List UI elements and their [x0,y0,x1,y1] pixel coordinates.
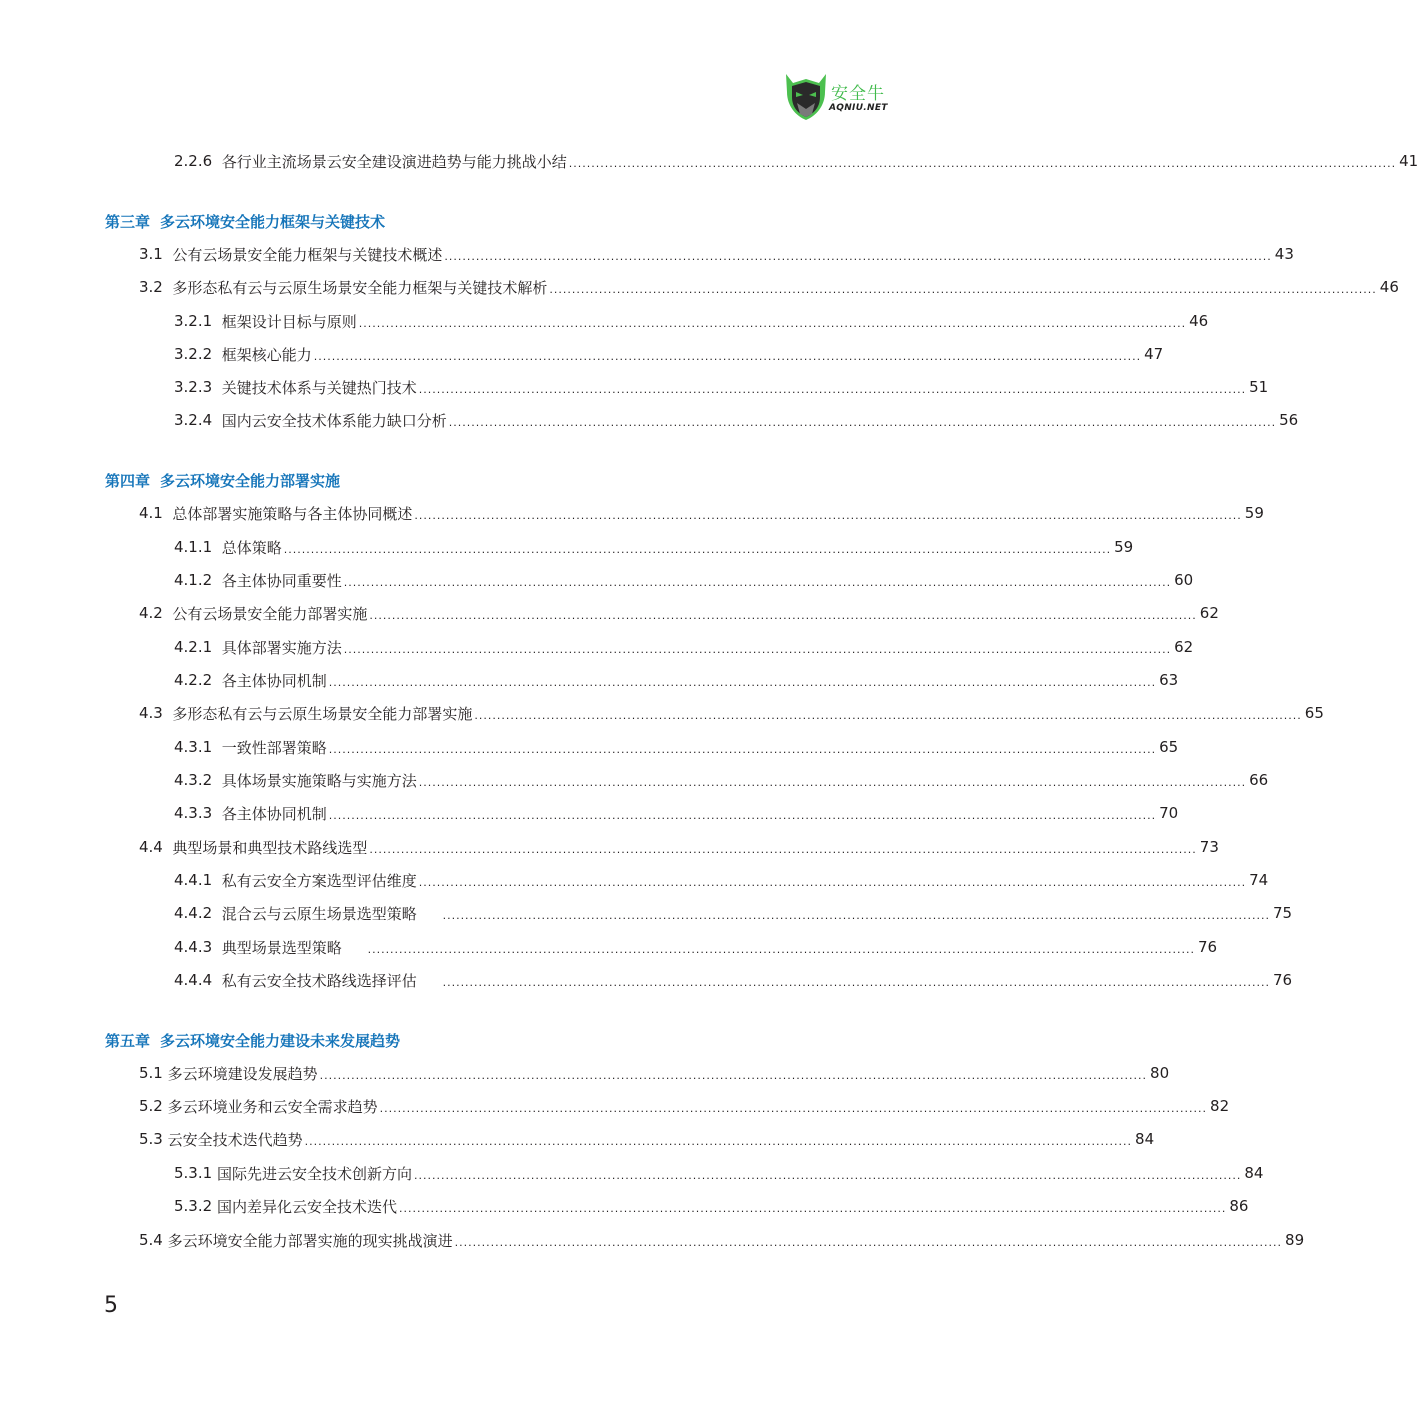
toc-leader-dots: ........................................................................................................................................................................................ [304,1134,1133,1148]
chapter-number: 第五章 [105,1032,151,1050]
toc-entry-title: 混合云与云原生场景选型策略 [221,904,417,923]
toc-entry-number: 4.1.2 [174,571,213,589]
toc-entry-title: 国内云安全技术体系能力缺口分析 [221,411,447,430]
toc-leader-dots: ........................................................................................................................................................................................ [418,875,1247,889]
toc-entry-title: 典型场景选型策略 [221,938,342,957]
toc-leader-dots: ........................................................................................................................................................................................ [367,942,1195,956]
toc-entry-page: 76 [1272,971,1293,989]
chapter-number: 第四章 [105,472,151,490]
toc-entry-title: 多云环境业务和云安全需求趋势 [167,1097,378,1116]
toc-entry[interactable] [174,935,1218,959]
toc-entry-number: 3.2 [139,278,163,296]
toc-entry-number: 4.3 [139,704,163,722]
toc-entry-number: 4.2.2 [174,671,213,689]
toc-entry-page: 75 [1272,904,1293,922]
chapter-title: 多云环境安全能力框架与关键技术 [160,213,386,231]
toc-leader-dots: ........................................................................................................................................................................................ [343,575,1172,589]
toc-entry-page: 86 [1229,1197,1249,1215]
toc-entry-title: 多云环境安全能力部署实施的现实挑战演进 [167,1231,453,1250]
toc-entry-number: 5.1 [139,1064,163,1082]
toc-entry[interactable] [139,1228,1305,1252]
toc-entry-title: 私有云安全技术路线选择评估 [221,971,417,990]
chapter-heading[interactable] [105,470,340,491]
toc-entry-number: 4.4.3 [174,938,213,956]
toc-entry-title: 典型场景和典型技术路线选型 [172,838,368,857]
toc-leader-dots: ........................................................................................................................................................................................ [444,249,1272,263]
toc-entry[interactable] [174,568,1194,592]
toc-entry[interactable] [139,501,1264,525]
toc-leader-dots: ........................................................................................................................................................................................ [568,156,1397,170]
toc-entry-title: 各行业主流场景云安全建设演进趋势与能力挑战小结 [221,152,567,171]
toc-entry-number: 3.2.2 [174,345,213,363]
toc-entry-number: 4.1 [139,504,163,522]
toc-entry-title: 多形态私有云与云原生场景安全能力框架与关键技术解析 [172,278,548,297]
toc-entry[interactable] [174,375,1269,399]
toc-entry[interactable] [174,635,1194,659]
toc-entry-page: 63 [1159,671,1179,689]
chapter-title: 多云环境安全能力建设未来发展趋势 [160,1032,401,1050]
toc-entry[interactable] [174,1161,1264,1185]
toc-entry[interactable] [174,408,1299,432]
toc-entry-number: 4.2.1 [174,638,213,656]
toc-entry[interactable] [174,1194,1249,1218]
toc-leader-dots: ........................................................................................................................................................................................ [418,775,1247,789]
toc-entry-page: 84 [1244,1164,1264,1182]
toc-entry-page: 65 [1159,738,1179,756]
toc-leader-dots: ........................................................................................................................................................................................ [418,382,1247,396]
toc-entry-page: 74 [1249,871,1269,889]
toc-entry-title: 总体部署实施策略与各主体协同概述 [172,504,413,523]
toc-leader-dots: ........................................................................................................................................................................................ [398,1201,1227,1215]
toc-entry-page: 59 [1244,504,1264,522]
toc-entry-page: 47 [1144,345,1164,363]
toc-entry[interactable] [174,149,1418,173]
toc-entry[interactable] [174,868,1269,892]
toc-entry-title: 国内差异化云安全技术迭代 [216,1197,397,1216]
toc-entry-number: 5.3 [139,1130,163,1148]
chapter-heading[interactable] [105,1030,400,1051]
toc-entry[interactable] [174,901,1293,925]
toc-entry-page: 70 [1159,804,1179,822]
toc-entry-title: 国际先进云安全技术创新方向 [216,1164,412,1183]
toc-entry[interactable] [174,342,1164,366]
toc-leader-dots: ........................................................................................................................................................................................ [319,1068,1148,1082]
toc-entry[interactable] [174,668,1179,692]
toc-entry-title: 一致性部署策略 [221,738,327,757]
toc-entry[interactable] [174,735,1179,759]
toc-entry-title: 各主体协同机制 [221,671,327,690]
toc-entry-number: 5.4 [139,1231,163,1249]
toc-entry[interactable] [174,535,1134,559]
toc-leader-dots: ........................................................................................................................................................................................ [328,808,1157,822]
aqniu-logo [783,70,893,122]
toc-entry-number: 4.1.1 [174,538,213,556]
logo-text: 安全牛 [831,84,885,104]
toc-entry[interactable] [174,768,1269,792]
toc-entry-number: 4.4.2 [174,904,213,922]
toc-entry-title: 私有云安全方案选型评估维度 [221,871,417,890]
toc-entry[interactable] [139,275,1399,299]
toc-leader-dots: ........................................................................................................................................................................................ [454,1235,1283,1249]
toc-entry-number: 3.2.1 [174,312,213,330]
toc-entry-title: 具体部署实施方法 [221,638,342,657]
toc-entry-page: 73 [1199,838,1219,856]
toc-entry[interactable] [174,309,1209,333]
toc-entry-number: 4.4.4 [174,971,213,989]
toc-entry[interactable] [174,801,1179,825]
toc-entry-number: 4.3.2 [174,771,213,789]
toc-leader-dots: ........................................................................................................................................................................................ [369,608,1197,622]
toc-entry-title: 框架核心能力 [221,345,312,364]
toc-leader-dots: ........................................................................................................................................................................................ [442,975,1270,989]
toc-entry-page: 43 [1274,245,1294,263]
toc-entry-page: 60 [1174,571,1194,589]
toc-entry-title: 公有云场景安全能力部署实施 [172,604,368,623]
toc-entry-number: 5.3.1 [174,1164,213,1182]
toc-leader-dots: ........................................................................................................................................................................................ [413,1168,1242,1182]
toc-entry-page: 76 [1197,938,1218,956]
chapter-heading[interactable] [105,211,385,232]
toc-leader-dots: ........................................................................................................................................................................................ [474,708,1302,722]
toc-entry[interactable] [139,701,1324,725]
toc-entry-page: 62 [1174,638,1194,656]
toc-entry-page: 51 [1249,378,1269,396]
logo-subtext: AQNIU.NET [829,103,888,113]
toc-entry[interactable] [139,1094,1230,1118]
toc-entry-number: 4.3.1 [174,738,213,756]
toc-entry-title: 公有云场景安全能力框架与关键技术概述 [172,245,443,264]
toc-entry-title: 具体场景实施策略与实施方法 [221,771,417,790]
toc-leader-dots: ........................................................................................................................................................................................ [448,415,1277,429]
toc-entry-page: 59 [1114,538,1134,556]
toc-entry-page: 41 [1399,152,1418,170]
toc-entry-number: 3.2.3 [174,378,213,396]
toc-leader-dots: ........................................................................................................................................................................................ [442,908,1270,922]
chapter-number: 第三章 [105,213,151,231]
toc-leader-dots: ........................................................................................................................................................................................ [328,675,1157,689]
toc-leader-dots: ........................................................................................................................................................................................ [379,1101,1208,1115]
toc-entry-page: 62 [1199,604,1219,622]
toc-entry-number: 4.4.1 [174,871,213,889]
toc-leader-dots: ........................................................................................................................................................................................ [328,742,1157,756]
toc-entry-page: 84 [1135,1130,1155,1148]
toc-entry-title: 各主体协同机制 [221,804,327,823]
toc-leader-dots: ........................................................................................................................................................................................ [549,282,1377,296]
bull-head-icon [783,70,829,122]
toc-entry-title: 各主体协同重要性 [221,571,342,590]
toc-entry-page: 82 [1210,1097,1230,1115]
toc-entry-page: 56 [1279,411,1299,429]
toc-entry-number: 4.2 [139,604,163,622]
toc-entry[interactable] [139,601,1219,625]
page-number: 5 [104,1293,118,1318]
toc-entry[interactable] [139,1127,1155,1151]
toc-entry[interactable] [139,242,1294,266]
toc-leader-dots: ........................................................................................................................................................................................ [369,842,1197,856]
toc-entry-page: 80 [1150,1064,1170,1082]
toc-leader-dots: ........................................................................................................................................................................................ [414,508,1242,522]
toc-entry-number: 5.3.2 [174,1197,213,1215]
toc-entry-number: 4.3.3 [174,804,213,822]
toc-entry-page: 46 [1189,312,1209,330]
toc-entry-number: 3.2.4 [174,411,213,429]
toc-leader-dots: ........................................................................................................................................................................................ [283,542,1112,556]
toc-entry-page: 65 [1304,704,1324,722]
toc-entry-page: 89 [1285,1231,1305,1249]
toc-entry-title: 多形态私有云与云原生场景安全能力部署实施 [172,704,473,723]
toc-entry-title: 多云环境建设发展趋势 [167,1064,318,1083]
toc-entry-title: 云安全技术迭代趋势 [167,1130,303,1149]
toc-entry-number: 4.4 [139,838,163,856]
toc-leader-dots: ........................................................................................................................................................................................ [343,642,1172,656]
toc-entry[interactable] [139,1061,1170,1085]
toc-entry-page: 46 [1379,278,1399,296]
chapter-title: 多云环境安全能力部署实施 [160,472,341,490]
toc-entry-title: 框架设计目标与原则 [221,312,357,331]
toc-entry-number: 3.1 [139,245,163,263]
toc-entry[interactable] [174,968,1293,992]
toc-entry-title: 总体策略 [221,538,282,557]
toc-leader-dots: ........................................................................................................................................................................................ [358,316,1187,330]
toc-entry[interactable] [139,835,1219,859]
toc-entry-number: 2.2.6 [174,152,213,170]
toc-leader-dots: ........................................................................................................................................................................................ [313,349,1142,363]
toc-entry-title: 关键技术体系与关键热门技术 [221,378,417,397]
toc-entry-number: 5.2 [139,1097,163,1115]
toc-entry-page: 66 [1249,771,1269,789]
